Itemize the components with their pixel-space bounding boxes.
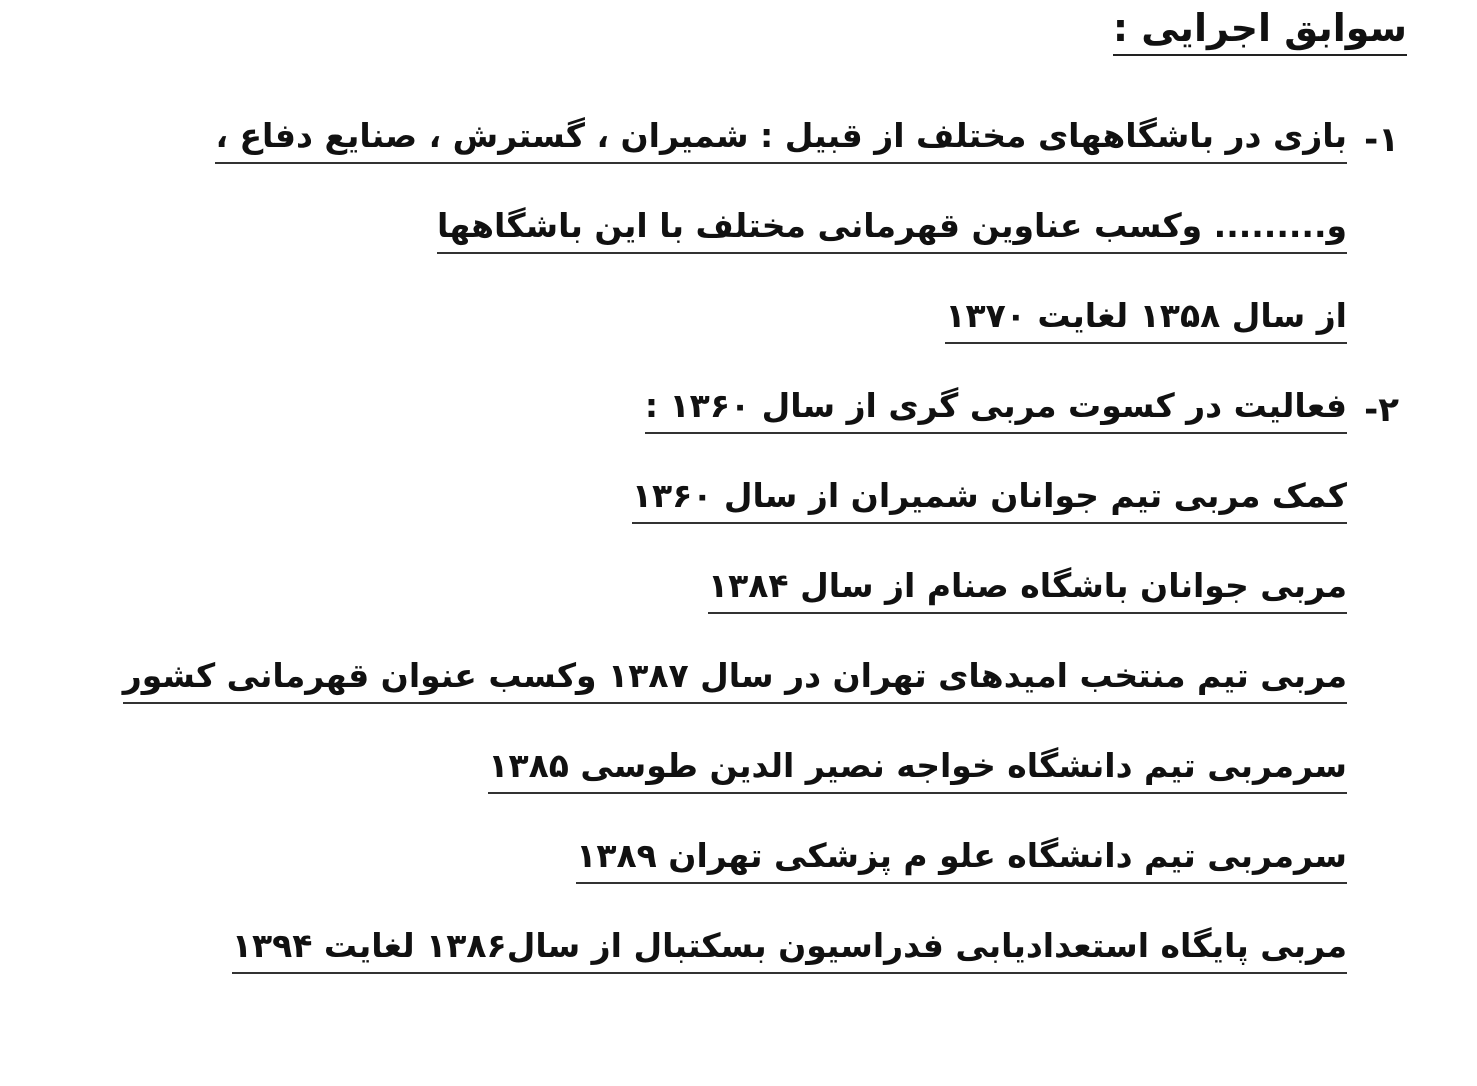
item-text: فعالیت در کسوت مربی گری از سال ۱۳۶۰ : bbox=[645, 382, 1347, 434]
item-number: ۲- bbox=[1364, 390, 1399, 430]
item-number: ۱- bbox=[1364, 120, 1399, 160]
list-item bbox=[708, 560, 1347, 614]
list-item bbox=[644, 380, 1399, 434]
item-text: مربی تیم منتخب امیدهای تهران در سال ۱۳۸۷ وکسب عنوان قهرمانی کشور bbox=[123, 652, 1347, 704]
item-text: کمک مربی تیم جوانان شمیران از سال ۱۳۶۰ bbox=[632, 472, 1347, 524]
item-text: سرمربی تیم دانشگاه خواجه نصیر الدین طوسی ۱۳۸۵ bbox=[488, 742, 1347, 794]
list-item bbox=[576, 830, 1347, 884]
list-item bbox=[632, 470, 1347, 524]
item-text: مربی جوانان باشگاه صنام از سال ۱۳۸۴ bbox=[708, 562, 1347, 614]
list-item bbox=[488, 740, 1347, 794]
list-item bbox=[437, 200, 1347, 254]
item-text: از سال ۱۳۵۸ لغایت ۱۳۷۰ bbox=[945, 292, 1347, 344]
item-text: و......... وکسب عناوین قهرمانی مختلف با این باشگاهها bbox=[437, 202, 1347, 254]
list-item bbox=[215, 110, 1399, 164]
section-title: سوابق اجرایی : bbox=[1113, 2, 1407, 56]
item-text: بازی در باشگاههای مختلف از قبیل : شمیران ، گسترش ، صنایع دفاع ، bbox=[215, 112, 1347, 164]
item-text: مربی پایگاه استعدادیابی فدراسیون بسکتبال از سال۱۳۸۶ لغایت ۱۳۹۴ bbox=[232, 922, 1347, 974]
list-item bbox=[945, 290, 1347, 344]
item-text: سرمربی تیم دانشگاه علو م پزشکی تهران ۱۳۸۹ bbox=[576, 832, 1347, 884]
list-item bbox=[232, 920, 1347, 974]
list-item bbox=[123, 650, 1347, 704]
